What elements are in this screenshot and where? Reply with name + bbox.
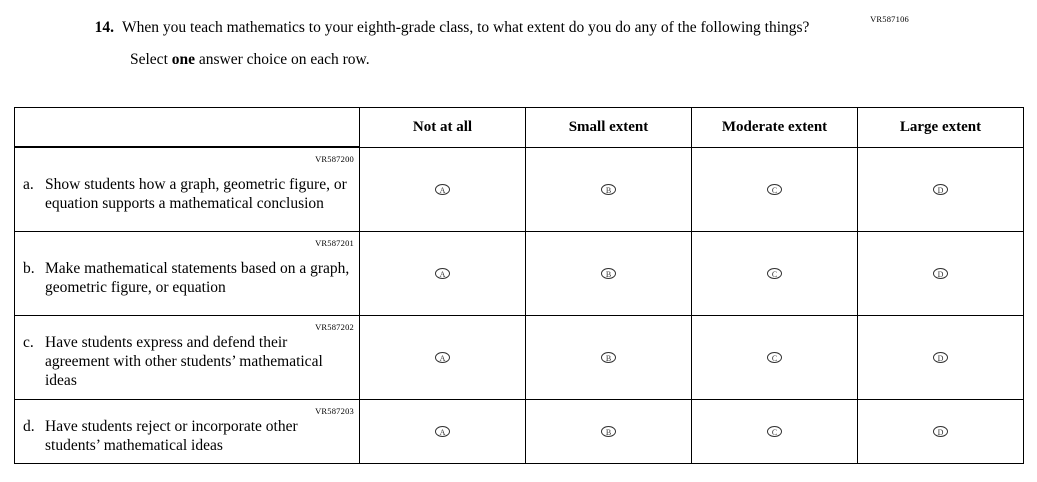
radio-a-not-at-all[interactable] <box>360 147 526 231</box>
bubble-icon[interactable]: D <box>933 352 948 363</box>
answer-matrix <box>14 107 1023 464</box>
radio-d-small-extent[interactable] <box>526 399 692 463</box>
item-cell-c <box>15 315 360 399</box>
bubble-icon[interactable]: A <box>435 268 450 279</box>
question-number: 14. <box>94 19 114 36</box>
radio-c-not-at-all[interactable] <box>360 315 526 399</box>
question-corner-code: VR587106 <box>870 14 909 24</box>
item-text-c: Have students express and defend their agreement with other students’ mathematical ideas <box>45 334 323 389</box>
radio-c-small-extent[interactable] <box>526 315 692 399</box>
item-code-c: VR587202 <box>315 321 354 332</box>
radio-b-small-extent[interactable] <box>526 231 692 315</box>
column-header-not-at-all: Not at all <box>360 108 526 148</box>
item-cell-b <box>15 231 360 315</box>
item-code-d: VR587203 <box>315 405 354 416</box>
matrix-header-row <box>15 108 1024 148</box>
bubble-icon[interactable]: D <box>933 268 948 279</box>
bubble-icon[interactable]: B <box>601 352 616 363</box>
item-cell-d <box>15 399 360 463</box>
radio-a-moderate-extent[interactable] <box>692 147 858 231</box>
table-row <box>15 231 1024 315</box>
bubble-icon[interactable]: B <box>601 268 616 279</box>
item-code-b: VR587201 <box>315 237 354 248</box>
item-text-b: Make mathematical statements based on a graph, geometric figure, or equation <box>45 259 350 296</box>
instruction-pre: Select <box>130 51 172 68</box>
bubble-icon[interactable]: C <box>767 268 782 279</box>
bubble-icon[interactable]: C <box>767 426 782 437</box>
radio-a-small-extent[interactable] <box>526 147 692 231</box>
radio-a-large-extent[interactable] <box>858 147 1024 231</box>
radio-b-not-at-all[interactable] <box>360 231 526 315</box>
item-letter-d: d. <box>23 417 35 435</box>
bubble-icon[interactable]: D <box>933 184 948 195</box>
item-text-a: Show students how a graph, geometric figure, or equation supports a mathematical conclusion <box>45 175 347 212</box>
instruction-post: answer choice on each row. <box>195 51 370 68</box>
question-instruction <box>130 50 812 69</box>
column-header-large-extent: Large extent <box>858 108 1024 148</box>
bubble-icon[interactable]: B <box>601 184 616 195</box>
bubble-icon[interactable]: A <box>435 426 450 437</box>
item-code-a: VR587200 <box>315 154 354 164</box>
bubble-icon[interactable]: B <box>601 426 616 437</box>
radio-c-moderate-extent[interactable] <box>692 315 858 399</box>
bubble-icon[interactable]: C <box>767 352 782 363</box>
matrix-table <box>14 107 1024 464</box>
item-letter-c: c. <box>23 334 34 351</box>
item-cell-a <box>15 147 360 231</box>
table-row <box>15 315 1024 399</box>
question-block <box>92 18 812 69</box>
matrix-corner-cell <box>15 108 360 148</box>
bubble-icon[interactable]: C <box>767 184 782 195</box>
radio-b-moderate-extent[interactable] <box>692 231 858 315</box>
bubble-icon[interactable]: A <box>435 352 450 363</box>
bubble-icon[interactable]: D <box>933 426 948 437</box>
item-letter-b: b. <box>23 259 35 277</box>
radio-d-not-at-all[interactable] <box>360 399 526 463</box>
column-header-moderate-extent: Moderate extent <box>692 108 858 148</box>
instruction-emphasis: one <box>171 51 195 68</box>
item-letter-a: a. <box>23 175 34 193</box>
table-row <box>15 147 1024 231</box>
question-stem <box>92 18 812 37</box>
radio-d-large-extent[interactable] <box>858 399 1024 463</box>
table-row <box>15 399 1024 463</box>
bubble-icon[interactable]: A <box>435 184 450 195</box>
radio-c-large-extent[interactable] <box>858 315 1024 399</box>
radio-b-large-extent[interactable] <box>858 231 1024 315</box>
item-text-d: Have students reject or incorporate other students’ mathematical ideas <box>45 417 298 454</box>
radio-d-moderate-extent[interactable] <box>692 399 858 463</box>
column-header-small-extent: Small extent <box>526 108 692 148</box>
question-text: When you teach mathematics to your eighth-grade class, to what extent do you do any of the following things? <box>122 19 810 36</box>
